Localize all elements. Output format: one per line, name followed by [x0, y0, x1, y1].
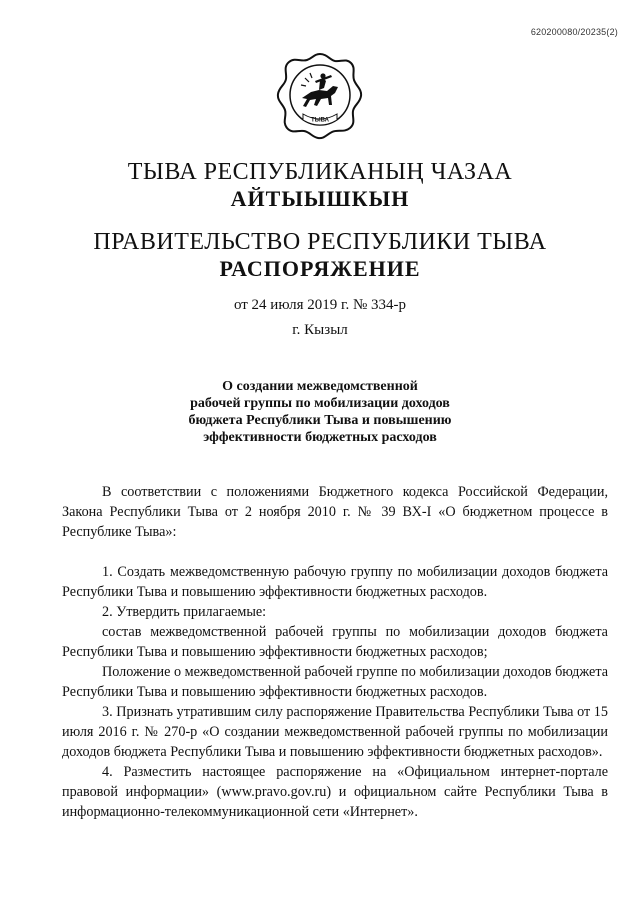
document-title	[0, 378, 640, 446]
clause-1: 1. Создать межведомственную рабочую группу по мобилизации доходов бюджета Республики Тыва и повышению эффективности бюджетных расходов.	[62, 564, 608, 600]
document-date: от 24 июля 2019 г. № 334-р	[233, 297, 407, 313]
clause-2-item-composition: состав межведомственной рабочей группы по мобилизации доходов бюджета Республики Тыва и повышению эффективности бюджетных расходов;	[62, 624, 608, 660]
svg-text:ТЫВА: ТЫВА	[311, 117, 329, 124]
document-header	[0, 158, 640, 282]
header-line-russian: ПРАВИТЕЛЬСТВО РЕСПУБЛИКИ ТЫВА	[93, 229, 547, 255]
title-line: эффективности бюджетных расходов	[203, 430, 437, 445]
title-line: бюджета Республики Тыва и повышению	[188, 413, 452, 428]
clause-2-item-regulation: Положение о межведомственной рабочей группе по мобилизации доходов бюджета Республики Тыва и повышению эффективности бюджетных расходов.	[62, 664, 608, 700]
document-number: 620200080/20235(2)	[530, 27, 618, 37]
clause-4: 4. Разместить настоящее распоряжение на «Официальном интернет-портале правовой информации» (www.pravo.gov.ru) и официальном сайте Республики Тыва в информационно-телекоммуникационной сети «Интернет».	[62, 764, 608, 820]
document-city: г. Кызыл	[292, 322, 348, 338]
title-line: О создании межведомственной	[222, 379, 418, 394]
document-body	[62, 482, 608, 822]
clause-3: 3. Признать утратившим силу распоряжение Правительства Республики Тыва от 15 июля 2016 г. № 270-р «О создании межведомственной рабочей группы по мобилизации доходов бюджета Республики Тыва и повышению эффективности бюджетных расходов».	[62, 704, 608, 760]
header-order-russian: РАСПОРЯЖЕНИЕ	[219, 256, 421, 281]
header-order-tuvan: АЙТЫЫШКЫН	[230, 186, 410, 211]
preamble-paragraph: В соответствии с положениями Бюджетного кодекса Российской Федерации, Закона Республики Тыва от 2 ноября 2010 г. № 39 ВХ-I «О бюджетном процессе в Республике Тыва»:	[62, 484, 608, 540]
title-line: рабочей группы по мобилизации доходов	[190, 396, 450, 411]
tuva-emblem-icon	[275, 50, 365, 140]
clause-2: 2. Утвердить прилагаемые:	[102, 604, 267, 620]
header-line-tuvan: ТЫВА РЕСПУБЛИКАНЫҢ ЧАЗАА	[127, 159, 513, 185]
